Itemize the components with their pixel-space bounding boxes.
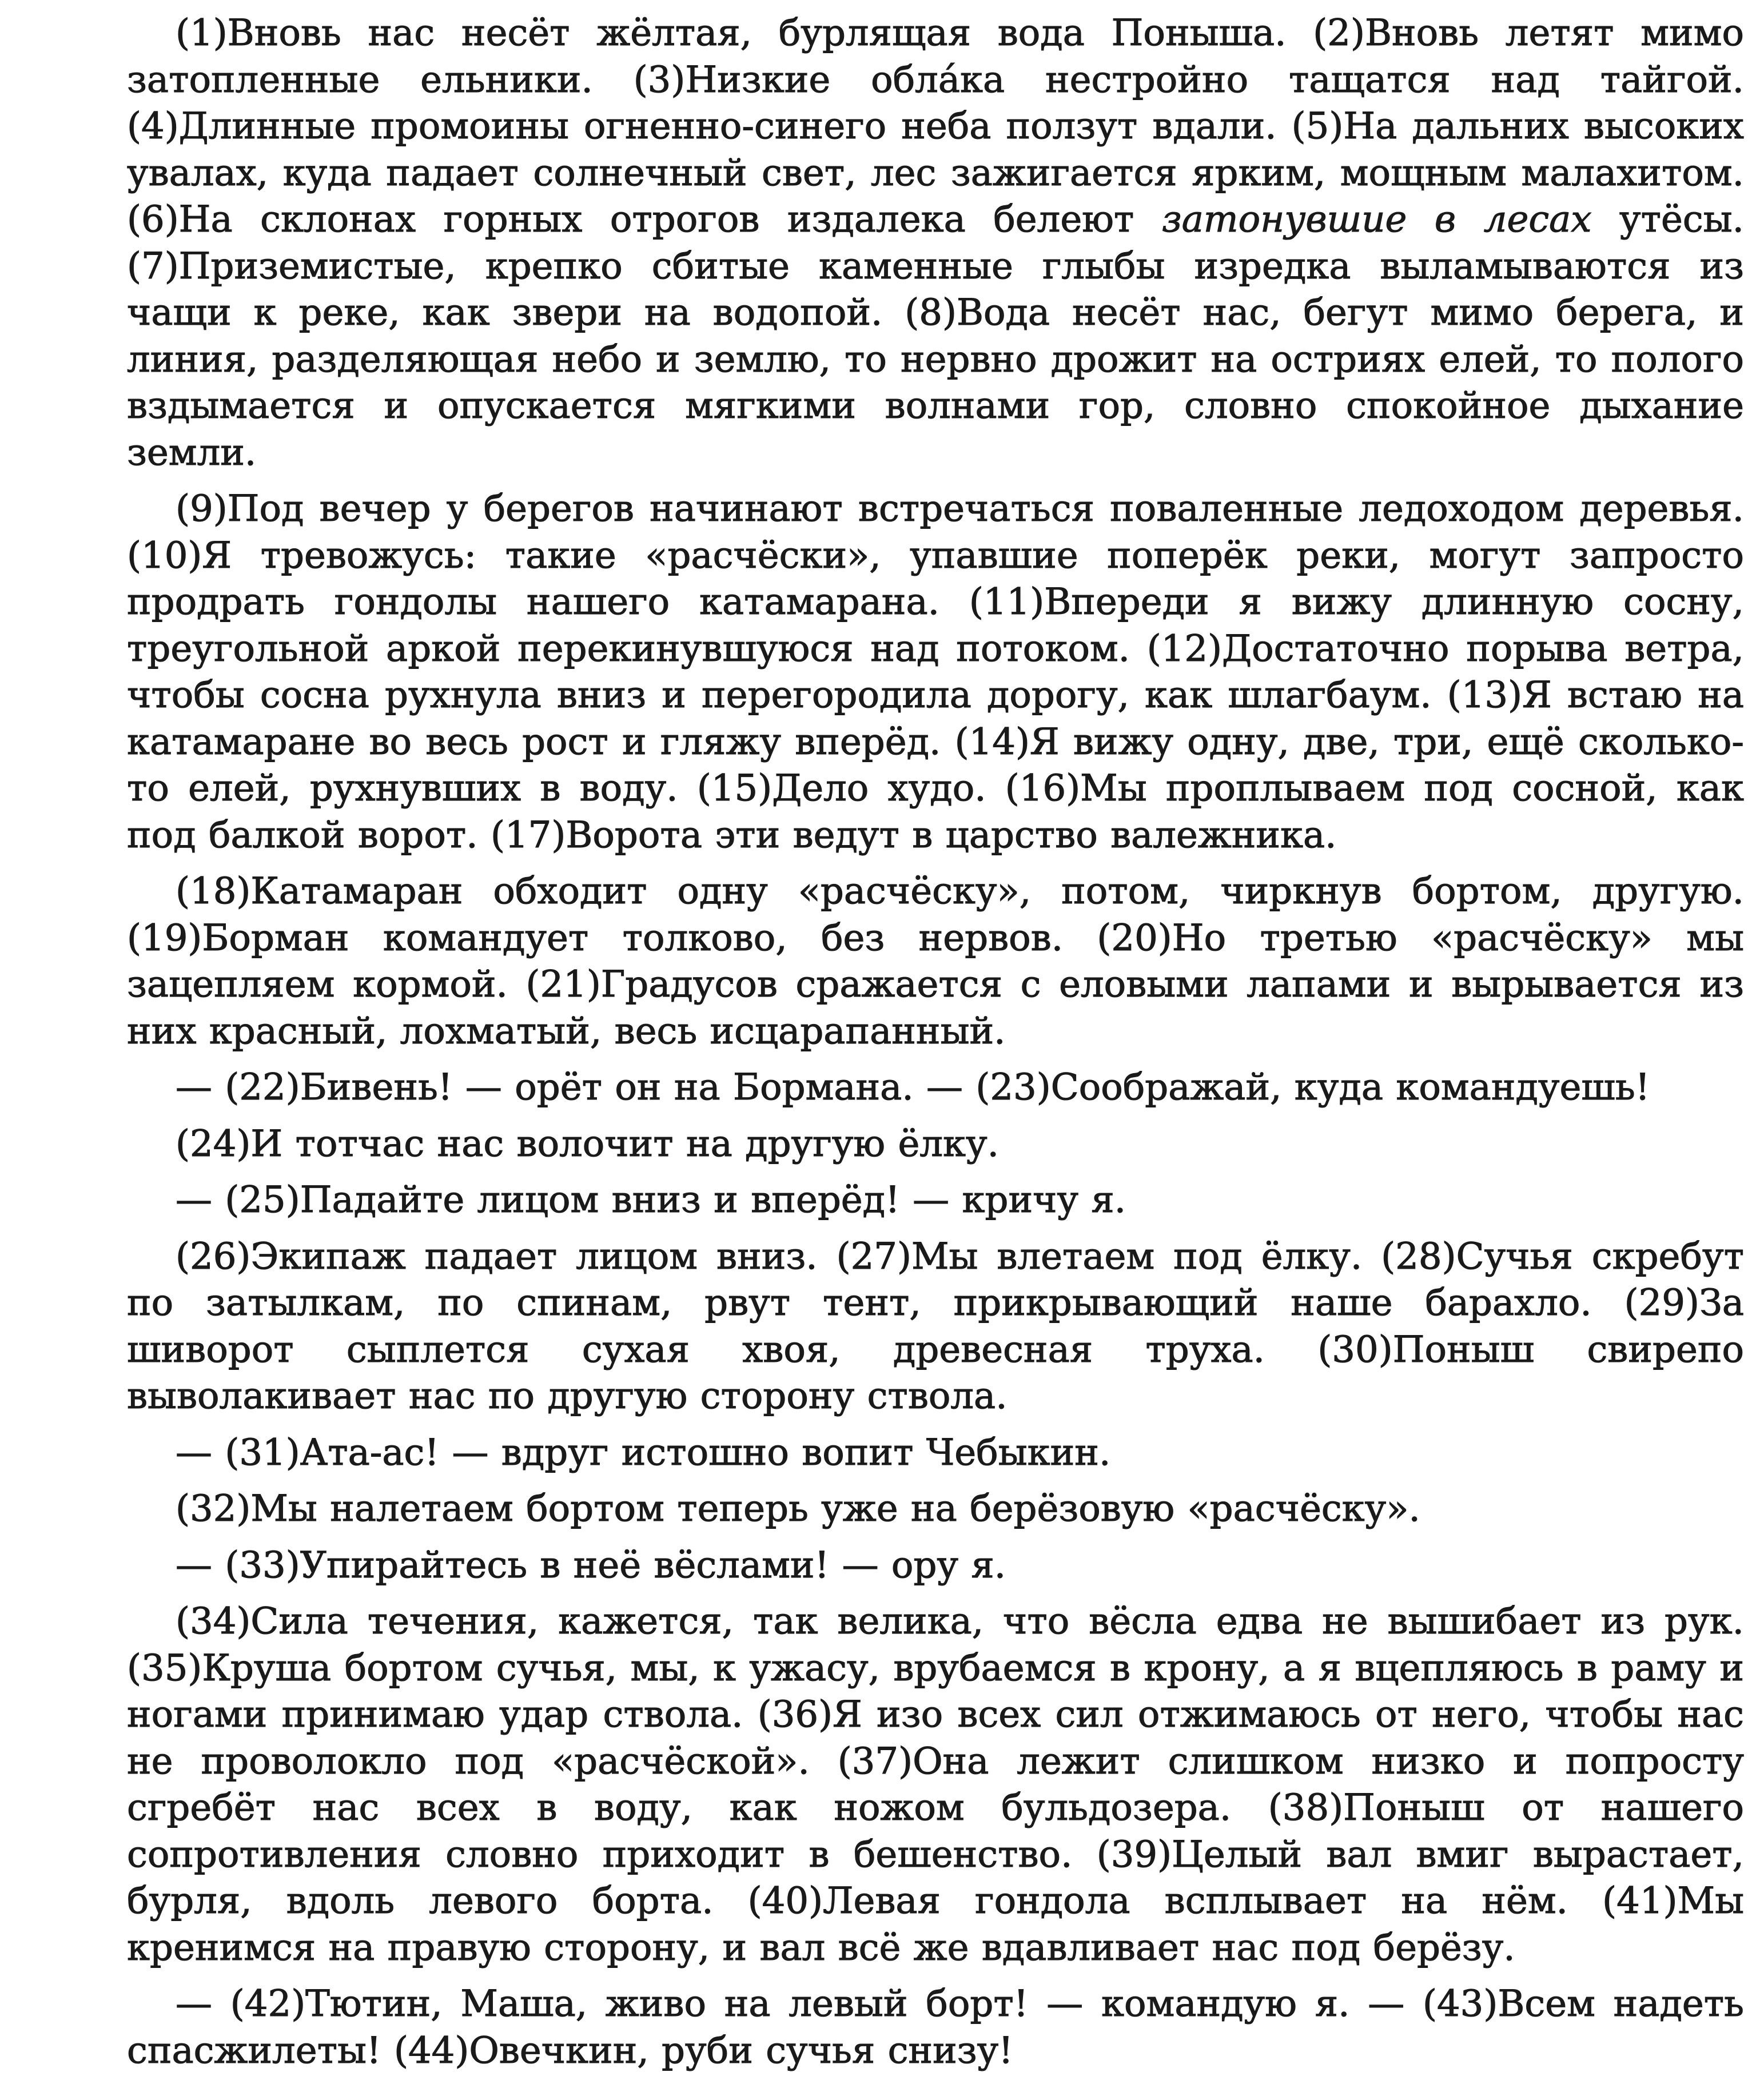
paragraph-1-text-end: утёсы. (7)Приземистые, крепко сбитые каменные глыбы изредка выламываются из чащи к реке, как звери на водопой. (8)Вода несёт нас, бегут мимо берега, и линия, разделяющая небо и землю, то нервно дрожит на остриях елей, то полого вздымается и опускается мягкими волнами гор, словно спокойное дыхание земли. bbox=[127, 198, 1745, 474]
paragraph-34: (34)Сила течения, кажется, так велика, что вёсла едва не вышибает из рук. (35)Круша бортом сучья, мы, к ужасу, врубаемся в крону, а я вцепляюсь в раму и ногами принимаю удар ствола. (36)Я изо всех сил отжимаюсь от него, чтобы нас не проволокло под «расчёской». (37)Она лежит слишком низко и попросту сгребёт нас всех в воду, как ножом бульдозера. (38)Поныш от нашего сопротивления словно приходит в бешенство. (39)Целый вал вмиг вырастает, бурля, вдоль левого борта. (40)Левая гондола всплывает на нём. (41)Мы кренимся на правую сторону, и вал всё же вдавливает нас под берёзу. bbox=[127, 1600, 1744, 1969]
paragraph-1 bbox=[127, 10, 1744, 476]
paragraph-24: (24)И тотчас нас волочит на другую ёлку. bbox=[176, 1122, 999, 1165]
paragraph-1-text-start: (1)Вновь нас несёт жёлтая, бурлящая вода Поныша. (2)Вновь летят мимо затопленные ельники. (3)Низкие облáка нестройно тащатся над тайгой. (4)Длинные промоины огненно-синего неба ползут вдали. (5)На дальних высоких увалах, куда падает солнечный свет, лес зажигается ярким, мощным малахитом. (6)На склонах горных отрогов издалека белеют bbox=[127, 12, 1744, 241]
paragraph-32: (32)Мы налетаем бортом теперь уже на берёзовую «расчёску». bbox=[176, 1488, 1420, 1530]
paragraph-26: (26)Экипаж падает лицом вниз. (27)Мы влетаем под ёлку. (28)Сучья скребут по затылкам, по спинам, рвут тент, прикрывающий наше барахло. (29)За шиворот сыплется сухая хвоя, древесная труха. (30)Поныш свирепо выволакивает нас по другую сторону ствола. bbox=[127, 1235, 1744, 1417]
dialogue-line-25: — (25)Падайте лицом вниз и вперёд! — кричу я. bbox=[176, 1179, 1126, 1221]
paragraph-2: (9)Под вечер у берегов начинают встречаться поваленные ледоходом деревья. (10)Я тревожусь: такие «расчёски», упавшие поперёк реки, могут запросто продрать гондолы нашего катамарана. (11)Впереди я вижу длинную сосну, треугольной аркой перекинувшуюся над потоком. (12)Достаточно порыва ветра, чтобы сосна рухнула вниз и перегородила дорогу, как шлагбаум. (13)Я встаю на катамаране во весь рост и гляжу вперёд. (14)Я вижу одну, две, три, ещё сколько-то елей, рухнувших в воду. (15)Дело худо. (16)Мы проплываем под сосной, как под балкой ворот. (17)Ворота эти ведут в царство валежника. bbox=[127, 488, 1744, 856]
dialogue-line-22: — (22)Бивень! — орёт он на Бормана. — (23)Соображай, куда командуешь! bbox=[176, 1066, 1650, 1109]
paragraph-3: (18)Катамаран обходит одну «расчёску», потом, чиркнув бортом, другую. (19)Борман командует толково, без нервов. (20)Но третью «расчёску» мы зацепляем кормой. (21)Градусов сражается с еловыми лапами и вырывается из них красный, лохматый, весь исцарапанный. bbox=[127, 870, 1744, 1053]
document-page bbox=[127, 10, 1744, 2084]
dialogue-line-31: — (31)Ата-ас! — вдруг истошно вопит Чебыкин. bbox=[176, 1431, 1111, 1474]
paragraph-1-italic-phrase: затонувшие в лесах bbox=[1161, 198, 1592, 241]
dialogue-line-33: — (33)Упирайтесь в неё вёслами! — ору я. bbox=[176, 1544, 1006, 1587]
dialogue-line-42: — (42)Тютин, Маша, живо на левый борт! — командую я. — (43)Всем надеть спасжилеты! (44)Овечкин, руби сучья снизу! bbox=[127, 1983, 1744, 2072]
